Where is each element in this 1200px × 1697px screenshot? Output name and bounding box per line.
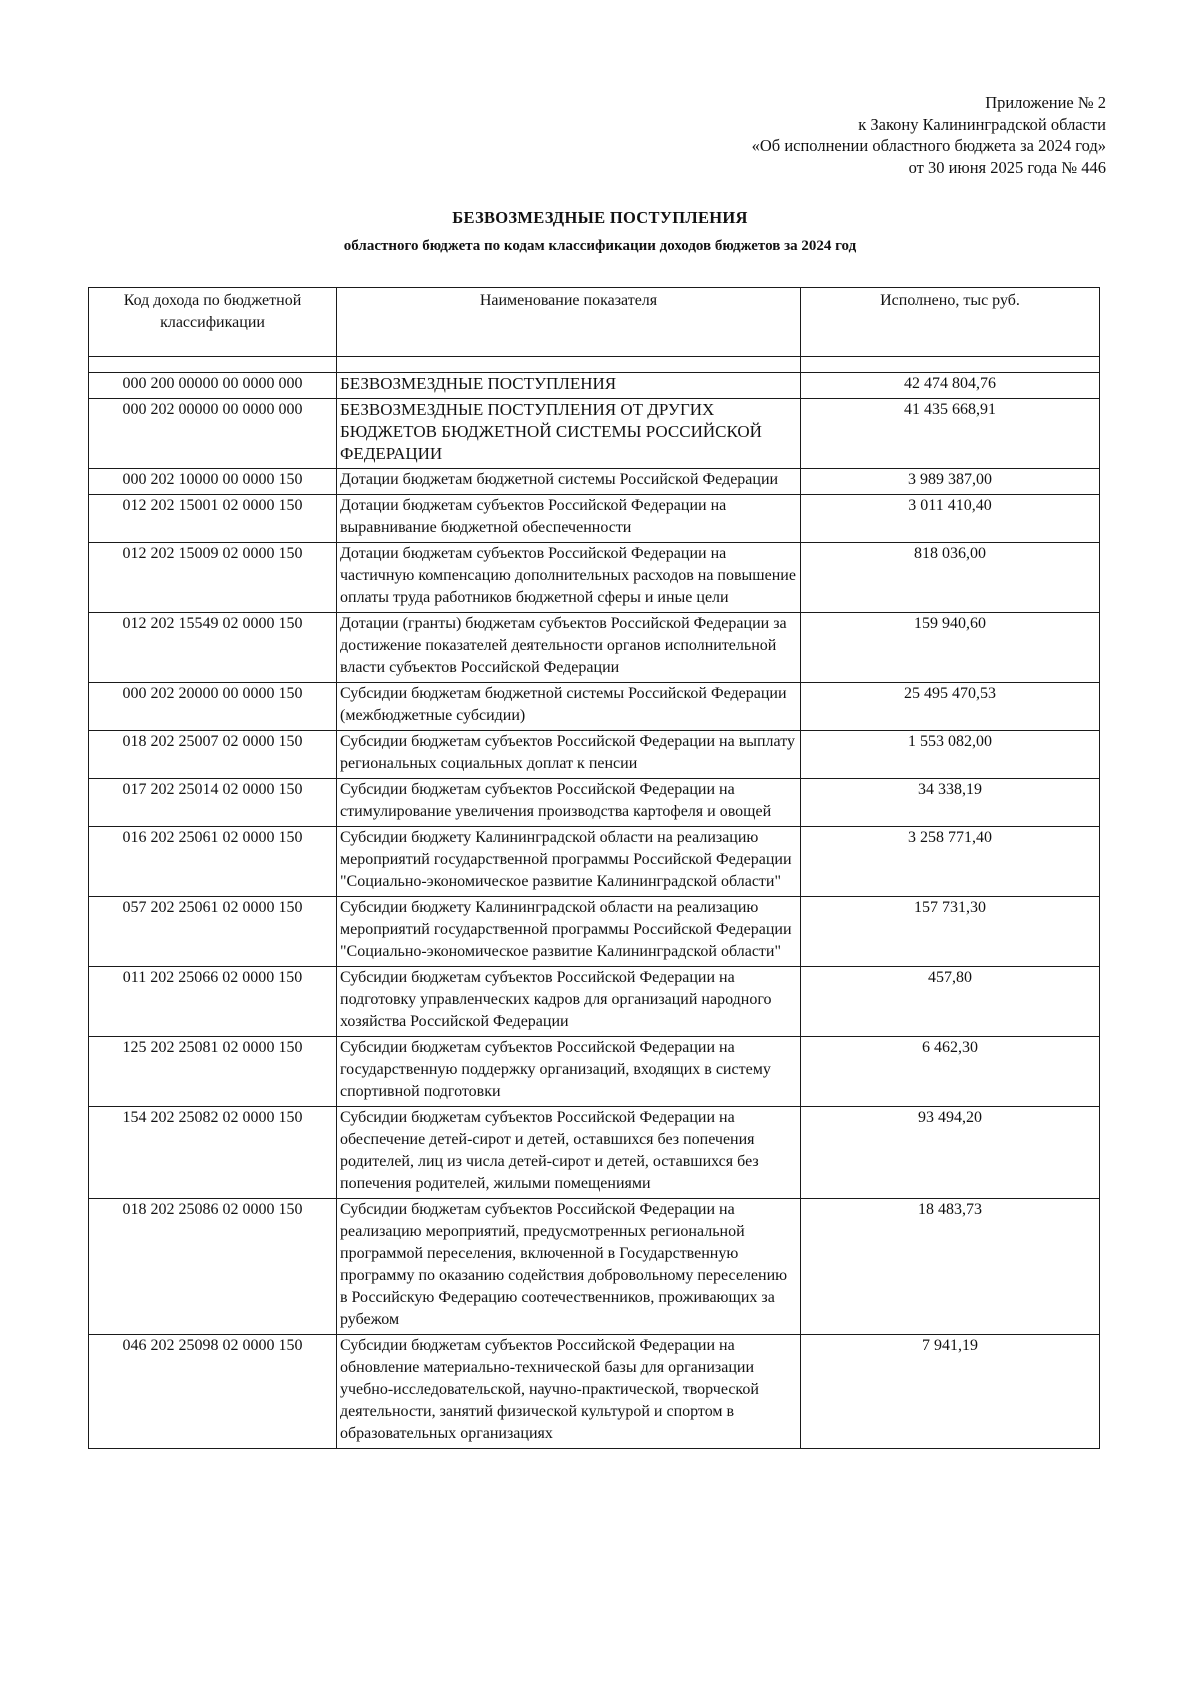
- row-value: 3 258 771,40: [801, 827, 1100, 897]
- table-row: [89, 683, 1100, 731]
- table-row: [89, 399, 1100, 469]
- row-name: Субсидии бюджетам субъектов Российской Федерации на обновление материально-технической базы для организации учебно-исследовательской, научно-практической, творческой деятельности, занятий физической культурой и спортом в образовательных организациях: [337, 1335, 801, 1449]
- table-row: [89, 731, 1100, 779]
- table-row: [89, 373, 1100, 399]
- row-value: 7 941,19: [801, 1335, 1100, 1449]
- header-spacer-row: [89, 357, 1100, 373]
- row-name: Субсидии бюджетам бюджетной системы Российской Федерации (межбюджетные субсидии): [337, 683, 801, 731]
- annex-line-1: Приложение № 2: [985, 93, 1106, 112]
- table-row: [89, 897, 1100, 967]
- row-code: 012 202 15001 02 0000 150: [89, 495, 337, 543]
- table-row: [89, 495, 1100, 543]
- row-code: 057 202 25061 02 0000 150: [89, 897, 337, 967]
- revenue-table: [88, 287, 1100, 1449]
- row-value: 457,80: [801, 967, 1100, 1037]
- row-name: Дотации бюджетам субъектов Российской Федерации на выравнивание бюджетной обеспеченности: [337, 495, 801, 543]
- table-row: [89, 1107, 1100, 1199]
- row-name: Дотации (гранты) бюджетам субъектов Российской Федерации за достижение показателей деятельности органов исполнительной власти субъектов Российской Федерации: [337, 613, 801, 683]
- header-code: Код дохода по бюджетной классификации: [89, 288, 337, 357]
- row-name: Субсидии бюджетам субъектов Российской Федерации на обеспечение детей-сирот и детей, оставшихся без попечения родителей, лиц из числа детей-сирот и детей, оставшихся без попечения родителей, жилыми помещениями: [337, 1107, 801, 1199]
- row-name: Субсидии бюджетам субъектов Российской Федерации на реализацию мероприятий, предусмотренных региональной программой переселения, включенной в Государственную программу по оказанию содействия добровольному переселению в Российскую Федерацию соотечественников, проживающих за рубежом: [337, 1199, 801, 1335]
- row-name: Субсидии бюджетам субъектов Российской Федерации на стимулирование увеличения производства картофеля и овощей: [337, 779, 801, 827]
- row-value: 1 553 082,00: [801, 731, 1100, 779]
- table-row: [89, 469, 1100, 495]
- row-code: 018 202 25007 02 0000 150: [89, 731, 337, 779]
- table-header-row: [89, 288, 1100, 357]
- row-name: БЕЗВОЗМЕЗДНЫЕ ПОСТУПЛЕНИЯ: [337, 373, 801, 399]
- annex-header: [752, 92, 1106, 178]
- row-code: 154 202 25082 02 0000 150: [89, 1107, 337, 1199]
- row-value: 3 011 410,40: [801, 495, 1100, 543]
- row-name: Субсидии бюджетам субъектов Российской Федерации на выплату региональных социальных доплат к пенсии: [337, 731, 801, 779]
- row-code: 017 202 25014 02 0000 150: [89, 779, 337, 827]
- row-name: Дотации бюджетам субъектов Российской Федерации на частичную компенсацию дополнительных расходов на повышение оплаты труда работников бюджетной сферы и иные цели: [337, 543, 801, 613]
- row-value: 42 474 804,76: [801, 373, 1100, 399]
- annex-line-4: от 30 июня 2025 года № 446: [908, 157, 1106, 177]
- table-row: [89, 613, 1100, 683]
- table-row: [89, 967, 1100, 1037]
- row-value: 18 483,73: [801, 1199, 1100, 1335]
- row-name: Субсидии бюджетам субъектов Российской Федерации на подготовку управленческих кадров для организаций народного хозяйства Российской Федерации: [337, 967, 801, 1037]
- table-row: [89, 1335, 1100, 1449]
- header-value: Исполнено, тыс руб.: [801, 288, 1100, 357]
- row-code: 012 202 15549 02 0000 150: [89, 613, 337, 683]
- row-value: 157 731,30: [801, 897, 1100, 967]
- row-value: 159 940,60: [801, 613, 1100, 683]
- document-subtitle: областного бюджета по кодам классификации доходов бюджетов за 2024 год: [343, 238, 857, 254]
- table-row: [89, 543, 1100, 613]
- row-code: 000 202 20000 00 0000 150: [89, 683, 337, 731]
- row-code: 012 202 15009 02 0000 150: [89, 543, 337, 613]
- table-row: [89, 1199, 1100, 1335]
- row-code: 000 200 00000 00 0000 000: [89, 373, 337, 399]
- row-name: Субсидии бюджетам субъектов Российской Федерации на государственную поддержку организаций, входящих в систему спортивной подготовки: [337, 1037, 801, 1107]
- row-code: 018 202 25086 02 0000 150: [89, 1199, 337, 1335]
- header-name: Наименование показателя: [337, 288, 801, 357]
- row-value: 818 036,00: [801, 543, 1100, 613]
- row-value: 6 462,30: [801, 1037, 1100, 1107]
- table-row: [89, 1037, 1100, 1107]
- row-code: 000 202 00000 00 0000 000: [89, 399, 337, 469]
- row-value: 93 494,20: [801, 1107, 1100, 1199]
- row-code: 000 202 10000 00 0000 150: [89, 469, 337, 495]
- row-value: 34 338,19: [801, 779, 1100, 827]
- row-value: 41 435 668,91: [801, 399, 1100, 469]
- row-name: Субсидии бюджету Калининградской области на реализацию мероприятий государственной программы Российской Федерации "Социально-экономическое развитие Калининградской области": [337, 897, 801, 967]
- row-value: 25 495 470,53: [801, 683, 1100, 731]
- row-code: 046 202 25098 02 0000 150: [89, 1335, 337, 1449]
- document-title: БЕЗВОЗМЕЗДНЫЕ ПОСТУПЛЕНИЯ: [452, 208, 748, 227]
- row-code: 125 202 25081 02 0000 150: [89, 1037, 337, 1107]
- table-row: [89, 779, 1100, 827]
- row-value: 3 989 387,00: [801, 469, 1100, 495]
- row-name: БЕЗВОЗМЕЗДНЫЕ ПОСТУПЛЕНИЯ ОТ ДРУГИХ БЮДЖЕТОВ БЮДЖЕТНОЙ СИСТЕМЫ РОССИЙСКОЙ ФЕДЕРАЦИИ: [337, 399, 801, 469]
- table-row: [89, 827, 1100, 897]
- row-code: 016 202 25061 02 0000 150: [89, 827, 337, 897]
- row-name: Дотации бюджетам бюджетной системы Российской Федерации: [337, 469, 801, 495]
- row-code: 011 202 25066 02 0000 150: [89, 967, 337, 1037]
- row-name: Субсидии бюджету Калининградской области на реализацию мероприятий государственной программы Российской Федерации "Социально-экономическое развитие Калининградской области": [337, 827, 801, 897]
- annex-line-3: «Об исполнении областного бюджета за 2024 год»: [751, 136, 1106, 155]
- annex-line-2: к Закону Калининградской области: [858, 114, 1106, 134]
